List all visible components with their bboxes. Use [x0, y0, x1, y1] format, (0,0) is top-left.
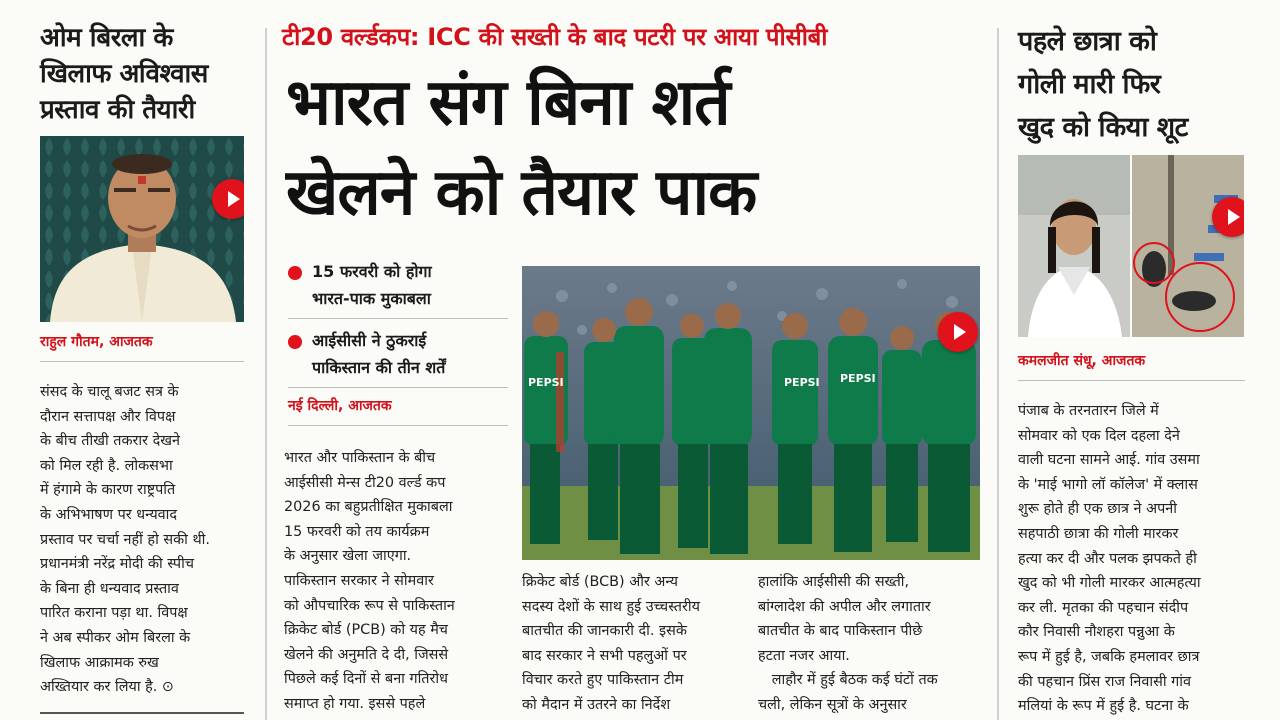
- cricket-team-image: [522, 266, 980, 560]
- text-line: प्रस्ताव पर चर्चा नहीं हो सकी थी.: [40, 531, 210, 548]
- text-line: को मिल रही है. लोकसभा: [40, 457, 173, 474]
- headline-line: गोली मारी फिर: [1018, 69, 1161, 100]
- headline-line: खेलने को तैयार पाक: [286, 156, 757, 230]
- lead-byline[interactable]: नई दिल्ली, आजतक: [288, 398, 392, 414]
- text-line: के बीच तीखी तकरार देखने: [40, 433, 181, 450]
- text-line: हटता नजर आया.: [758, 647, 850, 664]
- text-line: क्रिकेट बोर्ड (PCB) को यह मैच: [284, 622, 448, 639]
- video-play-icon[interactable]: [212, 179, 244, 219]
- lead-body-col3: [758, 570, 984, 718]
- text-line: खिलाफ आक्रामक रुख: [40, 654, 159, 671]
- text-line: कौर निवासी नौशहरा पन्नुआ के: [1018, 624, 1175, 641]
- divider: [288, 425, 508, 426]
- text-line: हत्या कर दी और पलक झपकते ही: [1018, 550, 1197, 567]
- text-line: को औपचारिक रूप से पाकिस्तान: [284, 597, 455, 614]
- text-line: सदस्य देशों के साथ हुई उच्चस्तरीय: [522, 598, 700, 615]
- campus-shooting-photo[interactable]: [1018, 155, 1244, 337]
- text-line: 15 फरवरी को तय कार्यक्रम: [284, 523, 430, 540]
- headline-line: ओम बिरला के: [40, 23, 173, 53]
- text-line: पंजाब के तरनतारन जिले में: [1018, 403, 1159, 419]
- pakistan-team-photo[interactable]: [522, 266, 980, 560]
- text-line: अख्तियार कर लिया है. ⊙: [40, 679, 174, 696]
- lead-highlights: [288, 258, 508, 426]
- text-line: सहपाठी छात्रा की गोली मारकर: [1018, 525, 1179, 542]
- jersey-text: PEPSI: [528, 376, 564, 389]
- divider: [1018, 380, 1245, 381]
- text-line: बातचीत के बाद पाकिस्तान पीछे: [758, 623, 923, 640]
- headline-line: प्रस्ताव की तैयारी: [40, 95, 195, 125]
- text-line: में हंगामे के कारण राष्ट्रपति: [40, 482, 176, 499]
- text-line: प्रधानमंत्री नरेंद्र मोदी की स्पीच: [40, 556, 194, 573]
- text-line: संसद के चालू बजट सत्र के: [40, 384, 179, 400]
- bullet-dot-icon: [288, 335, 302, 349]
- text-line: दौरान सत्तापक्ष और विपक्ष: [40, 408, 176, 425]
- lead-body-col1: [284, 446, 512, 717]
- headline-line: खुद को किया शूट: [1018, 112, 1188, 143]
- lead-body-col2: [522, 570, 752, 718]
- om-birla-image: [40, 136, 244, 322]
- text-line: रूप में हुई है, जबकि हमलावर छात्र: [1018, 648, 1200, 665]
- highlight-item: [288, 258, 508, 312]
- video-play-icon[interactable]: [938, 312, 978, 352]
- highlight-item: [288, 327, 508, 381]
- text-line: के 'माई भागो लॉ कॉलेज' में क्लास: [1018, 476, 1198, 493]
- text-line: को मैदान में उतरने का निर्देश: [522, 696, 671, 713]
- lead-headline[interactable]: [264, 58, 984, 238]
- lead-story: [264, 20, 984, 713]
- right-byline[interactable]: कमलजीत संधू, आजतक: [1018, 353, 1146, 369]
- video-play-icon[interactable]: [1212, 197, 1244, 237]
- text-line: बातचीत की जानकारी दी. इसके: [522, 623, 687, 640]
- text-line: बांग्लादेश की अपील और लगातार: [758, 598, 931, 615]
- text-line: चली, लेकिन सूत्रों के अनुसार: [758, 696, 907, 713]
- text-line: के अनुसार खेला जाएगा.: [284, 548, 412, 565]
- divider: [40, 361, 244, 362]
- om-birla-photo[interactable]: [40, 136, 244, 322]
- highlight-line: भारत-पाक मुकाबला: [312, 289, 431, 308]
- text-line: ने अब स्पीकर ओम बिरला के: [40, 629, 191, 646]
- headline-line: पहले छात्रा को: [1018, 26, 1157, 57]
- text-line: आईसीसी मेन्स टी20 वर्ल्ड कप: [284, 474, 446, 491]
- text-line: के बिना ही धन्यवाद प्रस्ताव: [40, 580, 179, 597]
- bullet-dot-icon: [288, 266, 302, 280]
- text-line: खुद को भी गोली मारकर आत्महत्या: [1018, 575, 1201, 592]
- jersey-text: PEPSI: [840, 372, 876, 385]
- text-line: बाद सरकार ने सभी पहलुओं पर: [522, 647, 687, 664]
- highlight-line: 15 फरवरी को होगा: [312, 262, 432, 281]
- jersey-text: PEPSI: [784, 376, 820, 389]
- text-line: क्रिकेट बोर्ड (BCB) और अन्य: [522, 574, 678, 590]
- text-line: लाहौर में हुई बैठक कई घंटों तक: [758, 672, 938, 689]
- text-line: हालांकि आईसीसी की सख्ती,: [758, 574, 910, 590]
- text-line: समाप्त हो गया. इससे पहले: [284, 695, 426, 712]
- text-line: सोमवार को एक दिल दहला देने: [1018, 427, 1180, 444]
- right-body: [1018, 399, 1245, 719]
- victim-and-classroom-image: [1018, 155, 1244, 337]
- text-line: भारत और पाकिस्तान के बीच: [284, 450, 436, 466]
- text-line: के अभिभाषण पर धन्यवाद: [40, 506, 178, 523]
- left-headline[interactable]: [40, 20, 244, 128]
- right-story: [1000, 20, 1245, 719]
- left-story: [40, 20, 244, 714]
- headline-line: खिलाफ अविश्वास: [40, 59, 208, 89]
- divider: [40, 712, 244, 714]
- text-line: खेलने की अनुमति दे दी, जिससे: [284, 646, 449, 663]
- text-line: पारित कराना पड़ा था. विपक्ष: [40, 605, 188, 622]
- text-line: पिछले कई दिनों से बना गतिरोध: [284, 671, 448, 688]
- column-divider-right: [997, 28, 999, 720]
- text-line: कर ली. मृतका की पहचान संदीप: [1018, 599, 1189, 616]
- text-line: वाली घटना सामने आई. गांव उसमा: [1018, 452, 1200, 469]
- text-line: 2026 का बहुप्रतीक्षित मुकाबला: [284, 499, 453, 516]
- highlight-line: पाकिस्तान की तीन शर्तें: [312, 358, 446, 377]
- right-headline[interactable]: [1000, 20, 1245, 149]
- divider: [288, 387, 508, 388]
- divider: [288, 318, 508, 319]
- text-line: शुरू होते ही एक छात्र ने अपनी: [1018, 501, 1177, 518]
- text-line: पाकिस्तान सरकार ने सोमवार: [284, 572, 434, 589]
- text-line: मलियां के रूप में हुई है. घटना के: [1018, 698, 1189, 715]
- text-line: की पहचान प्रिंस राज निवासी गांव: [1018, 673, 1191, 690]
- lead-kicker[interactable]: टी20 वर्ल्डकप: ICC की सख्ती के बाद पटरी पर आया पीसीबी: [282, 23, 828, 51]
- left-byline[interactable]: राहुल गौतम, आजतक: [40, 334, 153, 350]
- text-line: विचार करते हुए पाकिस्तान टीम: [522, 672, 684, 689]
- headline-line: भारत संग बिना शर्त: [286, 66, 730, 140]
- left-body: [40, 380, 244, 700]
- highlight-line: आईसीसी ने ठुकराई: [312, 331, 427, 350]
